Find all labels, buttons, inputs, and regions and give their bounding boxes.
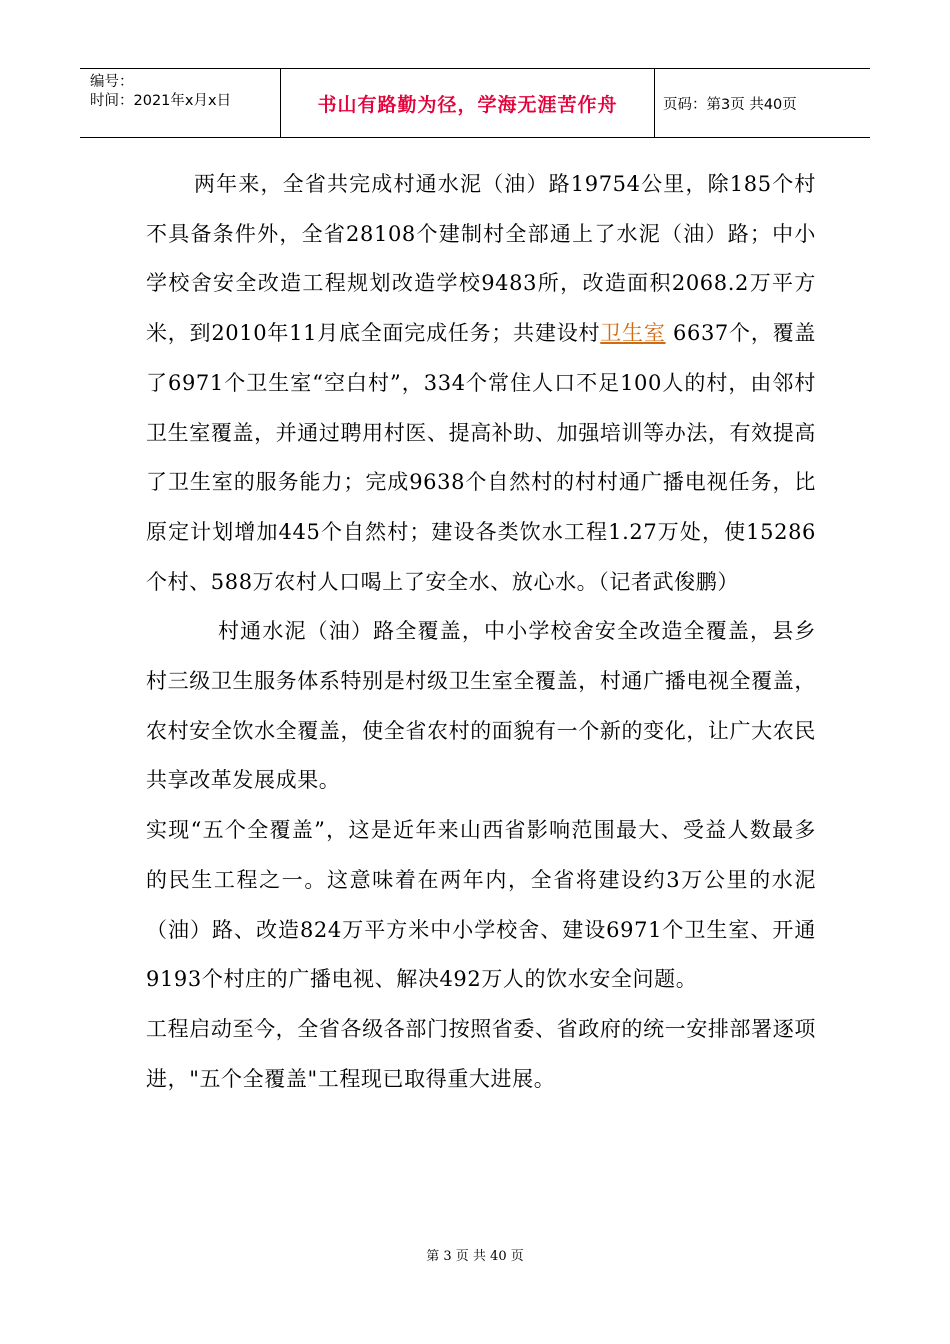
paragraph-1-text-b: 6637个，覆盖了6971个卫生室“空白村”，334个常住人口不足100人的村，由邻村卫生室覆盖，并通过聘用村医、提高补助、加强培训等办法，有效提高了卫生室的服务能力；完成9638个自然村的村村通广播电视任务，比原定计划增加445个自然村；建设各类饮水工程1.27万处，使15286个村、588万农村人口喝上了安全水、放心水。（记者武俊鹏） [146,321,816,594]
header-page-label: 页码：第3页 共40页 [663,96,797,113]
number-label: 编号： [90,74,134,90]
paragraph-1-text-a: 两年来，全省共完成村通水泥（油）路19754公里，除185个村不具备条件外，全省28108个建制村全部通上了水泥（油）路；中小学校舍安全改造工程规划改造学校9483所，改造面积2068.2万平方米，到2010年11月底全面完成任务；共建设村 [146,172,816,346]
page-header [80,68,870,138]
header-left-cell [80,69,281,137]
page-footer: 第 3 页 共 40 页 [426,1249,524,1264]
paragraph-4: 工程启动至今，全省各级各部门按照省委、省政府的统一安排部署逐项进，"五个全覆盖"工程现已取得重大进展。 [146,1016,816,1091]
time-label: 时间：2021年x月x日 [90,93,232,109]
health-room-link[interactable]: 卫生室 [600,321,666,346]
paragraph-3: 实现“五个全覆盖”，这是近年来山西省影响范围最大、受益人数最多的民生工程之一。这意味着在两年内，全省将建设约3万公里的水泥（油）路、改造824万平方米中小学校舍、建设6971个卫生室、开通9193个村庄的广播电视、解决492万人的饮水安全问题。 [146,818,816,992]
header-motto: 书山有路勤为径，学海无涯苦作舟 [281,69,655,137]
document-body [146,160,816,1104]
paragraph-2: 村通水泥（油）路全覆盖，中小学校舍安全改造全覆盖，县乡村三级卫生服务体系特别是村级卫生室全覆盖，村通广播电视全覆盖，农村安全饮水全覆盖，使全省农村的面貌有一个新的变化，让广大农民共享改革发展成果。 [146,619,816,793]
paragraph-1 [146,160,816,607]
